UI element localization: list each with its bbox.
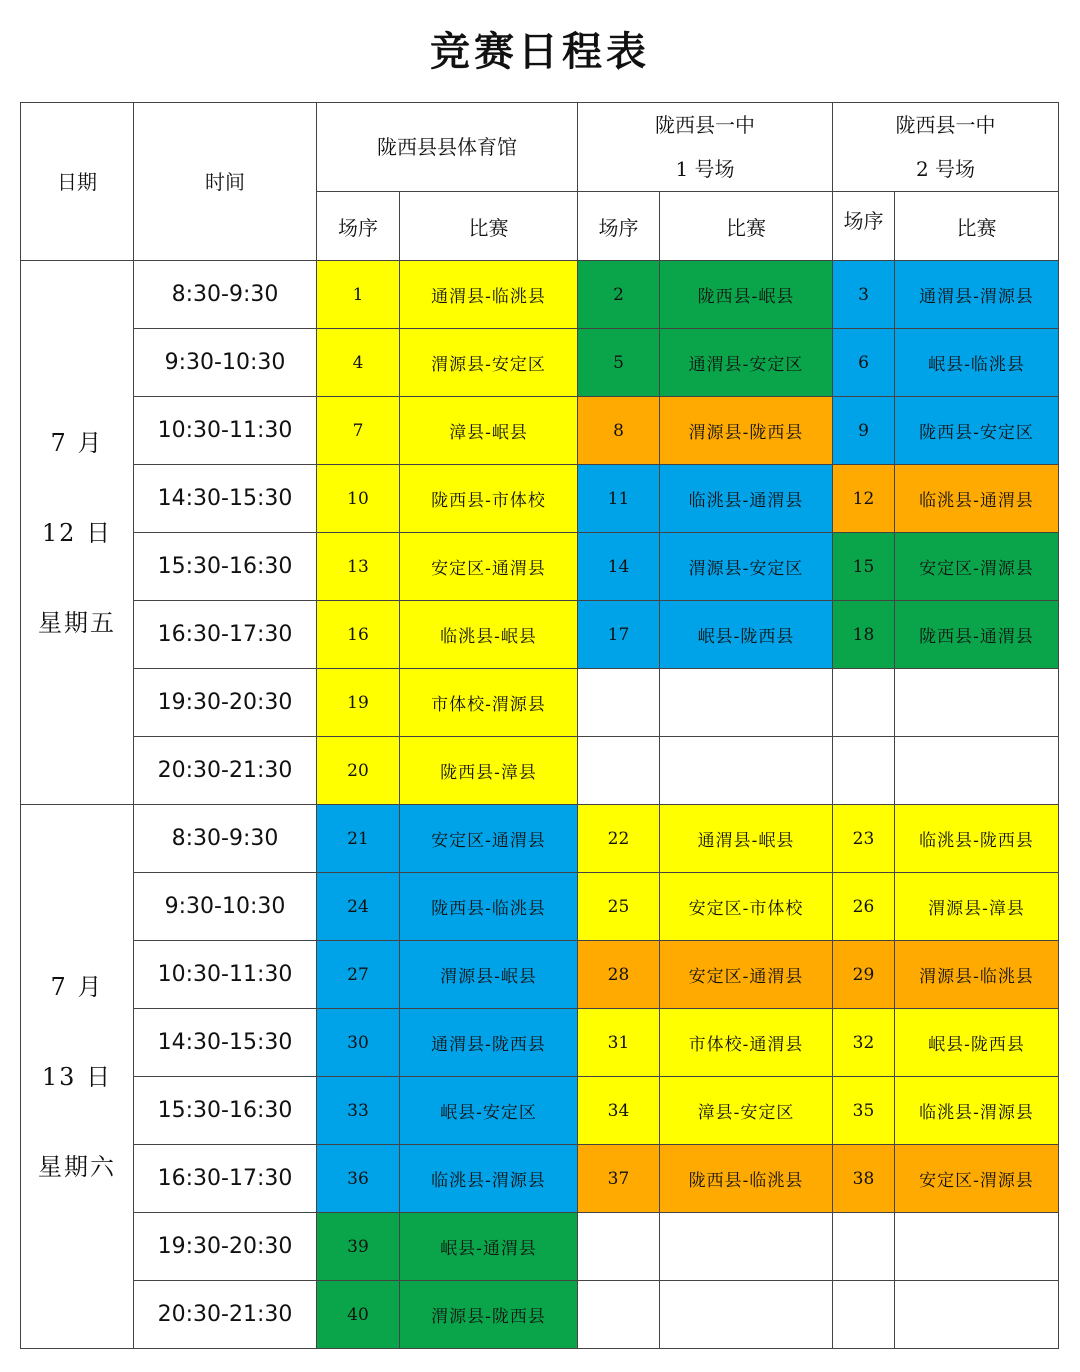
match-number-cell: 20 — [317, 737, 400, 805]
match-teams-cell: 临洮县-岷县 — [400, 601, 578, 669]
venue-header-court2 — [833, 103, 1059, 192]
time-cell: 15:30-16:30 — [134, 533, 317, 601]
match-teams-cell: 安定区-通渭县 — [400, 533, 578, 601]
schedule-table — [20, 102, 1059, 1349]
table-row — [21, 805, 1059, 873]
match-number-cell: 4 — [317, 329, 400, 397]
time-cell: 9:30-10:30 — [134, 329, 317, 397]
match-teams-cell — [660, 669, 833, 737]
time-cell: 19:30-20:30 — [134, 669, 317, 737]
match-teams-cell: 通渭县-陇西县 — [400, 1009, 578, 1077]
match-teams-cell — [660, 1213, 833, 1281]
match-teams-cell: 陇西县-漳县 — [400, 737, 578, 805]
match-number-cell: 6 — [833, 329, 895, 397]
match-teams-cell — [895, 669, 1059, 737]
match-teams-cell: 市体校-通渭县 — [660, 1009, 833, 1077]
match-number-cell: 32 — [833, 1009, 895, 1077]
match-number-cell: 37 — [578, 1145, 660, 1213]
match-teams-cell: 安定区-市体校 — [660, 873, 833, 941]
match-teams-cell: 通渭县-安定区 — [660, 329, 833, 397]
match-teams-cell: 安定区-通渭县 — [660, 941, 833, 1009]
match-teams-cell: 临洮县-通渭县 — [660, 465, 833, 533]
match-number-cell: 11 — [578, 465, 660, 533]
venue-court1-number: 1 号场 — [675, 157, 735, 181]
seq-header: 场序 — [833, 192, 895, 261]
match-number-cell: 14 — [578, 533, 660, 601]
match-number-cell: 1 — [317, 261, 400, 329]
match-number-cell: 36 — [317, 1145, 400, 1213]
match-teams-cell: 渭源县-岷县 — [400, 941, 578, 1009]
match-number-cell: 8 — [578, 397, 660, 465]
venue-court2-number: 2 号场 — [915, 157, 976, 181]
match-teams-cell: 渭源县-安定区 — [400, 329, 578, 397]
match-number-cell: 25 — [578, 873, 660, 941]
date-cell — [21, 261, 134, 805]
table-row — [21, 397, 1059, 465]
match-number-cell — [578, 669, 660, 737]
match-teams-cell: 通渭县-渭源县 — [895, 261, 1059, 329]
match-number-cell: 21 — [317, 805, 400, 873]
match-number-cell: 2 — [578, 261, 660, 329]
match-teams-cell: 渭源县-陇西县 — [660, 397, 833, 465]
time-cell: 10:30-11:30 — [134, 397, 317, 465]
match-teams-cell: 渭源县-安定区 — [660, 533, 833, 601]
match-teams-cell: 渭源县-临洮县 — [895, 941, 1059, 1009]
date-line: 12 日 — [41, 518, 113, 547]
match-number-cell: 15 — [833, 533, 895, 601]
match-teams-cell: 临洮县-通渭县 — [895, 465, 1059, 533]
time-cell: 9:30-10:30 — [134, 873, 317, 941]
match-number-cell: 19 — [317, 669, 400, 737]
match-number-cell: 39 — [317, 1213, 400, 1281]
date-line: 13 日 — [41, 1062, 113, 1091]
date-header: 日期 — [21, 103, 134, 261]
seq-header: 场序 — [317, 192, 400, 261]
date-line: 星期六 — [38, 1152, 116, 1181]
match-number-cell: 27 — [317, 941, 400, 1009]
time-cell: 19:30-20:30 — [134, 1213, 317, 1281]
match-teams-cell — [660, 737, 833, 805]
time-cell: 14:30-15:30 — [134, 465, 317, 533]
match-number-cell: 22 — [578, 805, 660, 873]
match-teams-cell: 岷县-临洮县 — [895, 329, 1059, 397]
match-number-cell: 35 — [833, 1077, 895, 1145]
match-number-cell — [833, 1213, 895, 1281]
venue-header-gym: 陇西县县体育馆 — [317, 103, 578, 192]
match-number-cell: 12 — [833, 465, 895, 533]
match-teams-cell: 岷县-通渭县 — [400, 1213, 578, 1281]
match-number-cell: 5 — [578, 329, 660, 397]
match-number-cell: 29 — [833, 941, 895, 1009]
match-number-cell: 23 — [833, 805, 895, 873]
table-row — [21, 1077, 1059, 1145]
match-teams-cell: 漳县-安定区 — [660, 1077, 833, 1145]
match-teams-cell — [895, 1281, 1059, 1349]
time-header: 时间 — [134, 103, 317, 261]
time-cell: 20:30-21:30 — [134, 737, 317, 805]
match-number-cell — [578, 737, 660, 805]
table-row — [21, 669, 1059, 737]
match-teams-cell: 渭源县-陇西县 — [400, 1281, 578, 1349]
date-line: 7 月 — [50, 428, 104, 457]
match-number-cell: 9 — [833, 397, 895, 465]
match-teams-cell: 陇西县-临洮县 — [660, 1145, 833, 1213]
time-cell: 15:30-16:30 — [134, 1077, 317, 1145]
table-row — [21, 1281, 1059, 1349]
match-number-cell: 34 — [578, 1077, 660, 1145]
table-row — [21, 261, 1059, 329]
match-number-cell: 33 — [317, 1077, 400, 1145]
match-number-cell — [833, 1281, 895, 1349]
match-teams-cell — [660, 1281, 833, 1349]
table-row — [21, 533, 1059, 601]
seq-header: 场序 — [578, 192, 660, 261]
time-cell: 20:30-21:30 — [134, 1281, 317, 1349]
match-number-cell: 30 — [317, 1009, 400, 1077]
match-number-cell: 7 — [317, 397, 400, 465]
match-teams-cell: 漳县-岷县 — [400, 397, 578, 465]
match-number-cell: 26 — [833, 873, 895, 941]
match-teams-cell: 临洮县-渭源县 — [400, 1145, 578, 1213]
match-teams-cell: 临洮县-陇西县 — [895, 805, 1059, 873]
match-teams-cell: 安定区-渭源县 — [895, 1145, 1059, 1213]
match-number-cell — [833, 669, 895, 737]
match-teams-cell: 岷县-陇西县 — [895, 1009, 1059, 1077]
match-teams-cell: 陇西县-岷县 — [660, 261, 833, 329]
venue-court2-name: 陇西县一中 — [895, 113, 996, 137]
header-row-venues — [21, 103, 1059, 192]
match-teams-cell: 陇西县-安定区 — [895, 397, 1059, 465]
match-teams-cell: 安定区-通渭县 — [400, 805, 578, 873]
match-teams-cell: 陇西县-通渭县 — [895, 601, 1059, 669]
time-cell: 14:30-15:30 — [134, 1009, 317, 1077]
table-row — [21, 465, 1059, 533]
time-cell: 10:30-11:30 — [134, 941, 317, 1009]
match-number-cell: 24 — [317, 873, 400, 941]
table-row — [21, 1145, 1059, 1213]
time-cell: 8:30-9:30 — [134, 805, 317, 873]
match-number-cell — [578, 1213, 660, 1281]
match-number-cell: 31 — [578, 1009, 660, 1077]
match-teams-cell: 陇西县-临洮县 — [400, 873, 578, 941]
table-row — [21, 737, 1059, 805]
match-number-cell: 38 — [833, 1145, 895, 1213]
time-cell: 16:30-17:30 — [134, 601, 317, 669]
match-teams-cell: 安定区-渭源县 — [895, 533, 1059, 601]
table-row — [21, 873, 1059, 941]
venue-court1-name: 陇西县一中 — [655, 113, 755, 137]
match-number-cell — [833, 737, 895, 805]
match-teams-cell: 市体校-渭源县 — [400, 669, 578, 737]
match-header: 比赛 — [895, 192, 1059, 261]
match-number-cell: 17 — [578, 601, 660, 669]
match-number-cell: 13 — [317, 533, 400, 601]
date-line: 星期五 — [38, 608, 116, 637]
table-row — [21, 329, 1059, 397]
time-cell: 8:30-9:30 — [134, 261, 317, 329]
venue-header-court1 — [578, 103, 833, 192]
match-number-cell: 10 — [317, 465, 400, 533]
match-header: 比赛 — [400, 192, 578, 261]
match-number-cell: 18 — [833, 601, 895, 669]
schedule-body — [21, 103, 1059, 1349]
match-number-cell: 40 — [317, 1281, 400, 1349]
match-teams-cell: 临洮县-渭源县 — [895, 1077, 1059, 1145]
match-teams-cell — [895, 737, 1059, 805]
date-cell — [21, 805, 134, 1349]
match-number-cell: 16 — [317, 601, 400, 669]
match-teams-cell: 渭源县-漳县 — [895, 873, 1059, 941]
table-row — [21, 601, 1059, 669]
match-teams-cell: 陇西县-市体校 — [400, 465, 578, 533]
table-row — [21, 941, 1059, 1009]
match-teams-cell: 岷县-安定区 — [400, 1077, 578, 1145]
match-teams-cell: 通渭县-临洮县 — [400, 261, 578, 329]
match-teams-cell: 通渭县-岷县 — [660, 805, 833, 873]
time-cell: 16:30-17:30 — [134, 1145, 317, 1213]
match-number-cell: 28 — [578, 941, 660, 1009]
match-number-cell — [578, 1281, 660, 1349]
table-row — [21, 1213, 1059, 1281]
match-number-cell: 3 — [833, 261, 895, 329]
match-teams-cell — [895, 1213, 1059, 1281]
page-title: 竞赛日程表 — [430, 28, 650, 75]
match-header: 比赛 — [660, 192, 833, 261]
date-line: 7 月 — [50, 972, 104, 1001]
table-row — [21, 1009, 1059, 1077]
match-teams-cell: 岷县-陇西县 — [660, 601, 833, 669]
